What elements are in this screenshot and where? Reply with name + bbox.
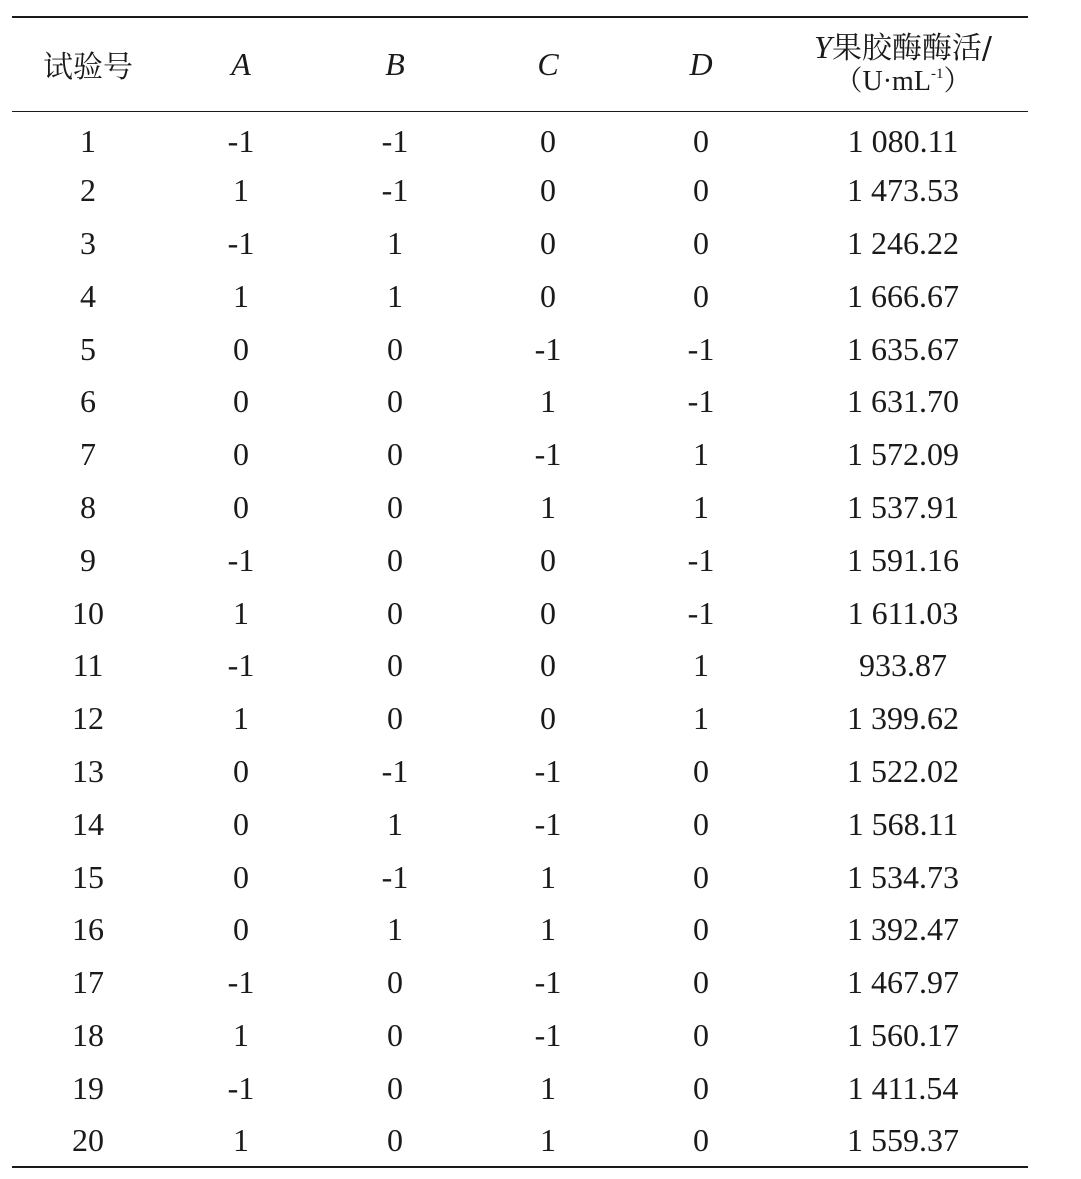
- header-y-unit-sup: -1: [930, 66, 944, 83]
- cell-d: -1: [687, 330, 715, 367]
- cell-d: 0: [693, 1069, 709, 1106]
- cell-b: 1: [387, 805, 403, 842]
- cell-a: 1: [233, 172, 249, 209]
- cell-no: 3: [80, 224, 96, 261]
- cell-c: 1: [472, 1114, 624, 1167]
- cell-y: 1 635.67: [847, 330, 959, 367]
- header-factor-d: [624, 17, 778, 111]
- cell-b: 0: [387, 1016, 403, 1053]
- cell-d: 0: [693, 964, 709, 1001]
- cell-b: -1: [381, 172, 409, 209]
- cell-d: 0: [693, 1016, 709, 1053]
- cell-c: 0: [540, 172, 556, 209]
- table-row: [12, 322, 1028, 375]
- cell-a: -1: [227, 541, 255, 578]
- table-row: [12, 269, 1028, 322]
- header-y-unit-main: （U·mL: [834, 66, 931, 98]
- header-a-label: A: [231, 45, 251, 82]
- cell-b: 0: [387, 541, 403, 578]
- cell-y: 1 591.16: [847, 541, 959, 578]
- cell-no: 14: [72, 805, 104, 842]
- cell-d: 0: [693, 172, 709, 209]
- cell-no: 18: [72, 1016, 104, 1053]
- cell-a: 0: [233, 330, 249, 367]
- cell-a: 0: [233, 752, 249, 789]
- header-row: [12, 17, 1028, 111]
- table-body: [12, 111, 1028, 1167]
- cell-b: 0: [387, 700, 403, 737]
- cell-no: 6: [80, 383, 96, 420]
- cell-no: 11: [72, 647, 104, 684]
- header-y-name: 果胶酶酶活/: [831, 31, 992, 67]
- cell-d: 1: [693, 700, 709, 737]
- header-factor-b: [318, 17, 472, 111]
- cell-a: -1: [227, 647, 255, 684]
- table-row: [12, 586, 1028, 639]
- header-factor-c: [472, 17, 624, 111]
- cell-d: 1: [693, 647, 709, 684]
- cell-y: 1 560.17: [847, 1016, 959, 1053]
- header-d-label: D: [689, 45, 713, 82]
- cell-y: 1 611.03: [847, 594, 959, 631]
- cell-y: 1 411.54: [847, 1069, 959, 1106]
- cell-y: 1 522.02: [847, 752, 959, 789]
- experiment-results-table: [12, 16, 1028, 1168]
- cell-b: 1: [387, 911, 403, 948]
- cell-y: 933.87: [859, 647, 947, 684]
- cell-d: 0: [624, 1114, 778, 1167]
- cell-c: 0: [540, 277, 556, 314]
- table-row: [12, 850, 1028, 903]
- table-row: [12, 375, 1028, 428]
- cell-a: -1: [227, 122, 255, 159]
- cell-d: 0: [693, 911, 709, 948]
- table-row: [12, 1061, 1028, 1114]
- cell-b: -1: [381, 122, 409, 159]
- cell-d: 0: [693, 752, 709, 789]
- cell-c: -1: [534, 752, 562, 789]
- table-row: [12, 428, 1028, 481]
- cell-y: 1 572.09: [847, 436, 959, 473]
- table-header: [12, 17, 1028, 111]
- cell-d: 0: [693, 858, 709, 895]
- cell-no: 4: [80, 277, 96, 314]
- table-row: [12, 217, 1028, 270]
- header-trial-label: 试验号: [43, 50, 133, 86]
- data-table-container: [12, 16, 1028, 1168]
- cell-a: 0: [233, 383, 249, 420]
- cell-no: 20: [12, 1114, 164, 1167]
- cell-c: 1: [540, 383, 556, 420]
- cell-a: -1: [227, 964, 255, 1001]
- cell-c: -1: [534, 436, 562, 473]
- cell-c: 1: [540, 488, 556, 525]
- cell-c: 1: [540, 1069, 556, 1106]
- cell-c: -1: [534, 1016, 562, 1053]
- cell-no: 7: [80, 436, 96, 473]
- cell-b: 0: [387, 647, 403, 684]
- header-y-unit: [778, 66, 1028, 98]
- cell-y: 1 666.67: [847, 277, 959, 314]
- cell-b: 0: [318, 1114, 472, 1167]
- cell-d: 0: [693, 224, 709, 261]
- cell-c: 0: [540, 541, 556, 578]
- table-row: [12, 111, 1028, 164]
- cell-no: 13: [72, 752, 104, 789]
- cell-no: 8: [80, 488, 96, 525]
- header-response-y: [778, 17, 1028, 111]
- cell-a: 1: [233, 700, 249, 737]
- cell-c: 0: [540, 122, 556, 159]
- cell-no: 5: [80, 330, 96, 367]
- header-y-line1: [778, 30, 1028, 66]
- cell-c: 1: [540, 911, 556, 948]
- cell-b: -1: [381, 858, 409, 895]
- cell-y: 1 080.11: [847, 122, 959, 159]
- cell-y: 1 246.22: [847, 224, 959, 261]
- cell-d: 0: [693, 805, 709, 842]
- cell-no: 12: [72, 700, 104, 737]
- cell-b: -1: [381, 752, 409, 789]
- table-row: [12, 639, 1028, 692]
- cell-b: 0: [387, 488, 403, 525]
- header-y-symbol: Y: [814, 29, 832, 66]
- cell-a: 1: [164, 1114, 318, 1167]
- cell-a: 1: [233, 277, 249, 314]
- table-row: [12, 745, 1028, 798]
- cell-b: 0: [387, 330, 403, 367]
- cell-c: 0: [540, 700, 556, 737]
- cell-d: 1: [693, 436, 709, 473]
- cell-b: 1: [387, 277, 403, 314]
- cell-a: 1: [233, 594, 249, 631]
- cell-no: 17: [72, 964, 104, 1001]
- cell-a: 0: [233, 805, 249, 842]
- cell-y: 1 399.62: [847, 700, 959, 737]
- cell-y: 1 537.91: [847, 488, 959, 525]
- cell-a: 1: [233, 1016, 249, 1053]
- cell-y: 1 392.47: [847, 911, 959, 948]
- table-row: [12, 797, 1028, 850]
- cell-no: 16: [72, 911, 104, 948]
- table-row: [12, 533, 1028, 586]
- cell-c: 0: [540, 594, 556, 631]
- table-row: [12, 164, 1028, 217]
- cell-a: 0: [233, 436, 249, 473]
- cell-y: 1 559.37: [778, 1114, 1028, 1167]
- cell-d: 1: [693, 488, 709, 525]
- cell-no: 2: [80, 172, 96, 209]
- cell-y: 1 568.11: [847, 805, 959, 842]
- cell-b: 0: [387, 436, 403, 473]
- header-factor-a: [164, 17, 318, 111]
- table-row: [12, 1009, 1028, 1062]
- cell-b: 1: [387, 224, 403, 261]
- header-b-label: B: [385, 45, 405, 82]
- cell-a: 0: [233, 911, 249, 948]
- cell-y: 1 467.97: [847, 964, 959, 1001]
- table-row: [12, 903, 1028, 956]
- cell-d: -1: [687, 383, 715, 420]
- cell-c: -1: [534, 805, 562, 842]
- cell-d: 0: [693, 277, 709, 314]
- cell-b: 0: [387, 964, 403, 1001]
- cell-d: -1: [687, 594, 715, 631]
- cell-no: 15: [72, 858, 104, 895]
- cell-c: 0: [540, 224, 556, 261]
- cell-a: -1: [227, 224, 255, 261]
- cell-y: 1 631.70: [847, 383, 959, 420]
- table-row: [12, 481, 1028, 534]
- table-row: [12, 956, 1028, 1009]
- header-y-unit-close: ）: [943, 66, 972, 98]
- cell-a: 0: [233, 858, 249, 895]
- cell-no: 1: [80, 122, 96, 159]
- table-row: [12, 1114, 1028, 1167]
- cell-b: 0: [387, 594, 403, 631]
- cell-y: 1 473.53: [847, 172, 959, 209]
- table-row: [12, 692, 1028, 745]
- cell-b: 0: [387, 383, 403, 420]
- header-c-label: C: [537, 45, 559, 82]
- cell-c: -1: [534, 330, 562, 367]
- cell-d: -1: [687, 541, 715, 578]
- cell-c: 0: [540, 647, 556, 684]
- header-trial-number: [12, 17, 164, 111]
- cell-no: 10: [72, 594, 104, 631]
- cell-d: 0: [693, 122, 709, 159]
- cell-c: -1: [534, 964, 562, 1001]
- cell-a: 0: [233, 488, 249, 525]
- cell-no: 19: [72, 1069, 104, 1106]
- cell-no: 9: [80, 541, 96, 578]
- cell-b: 0: [387, 1069, 403, 1106]
- cell-c: 1: [540, 858, 556, 895]
- cell-y: 1 534.73: [847, 858, 959, 895]
- cell-a: -1: [227, 1069, 255, 1106]
